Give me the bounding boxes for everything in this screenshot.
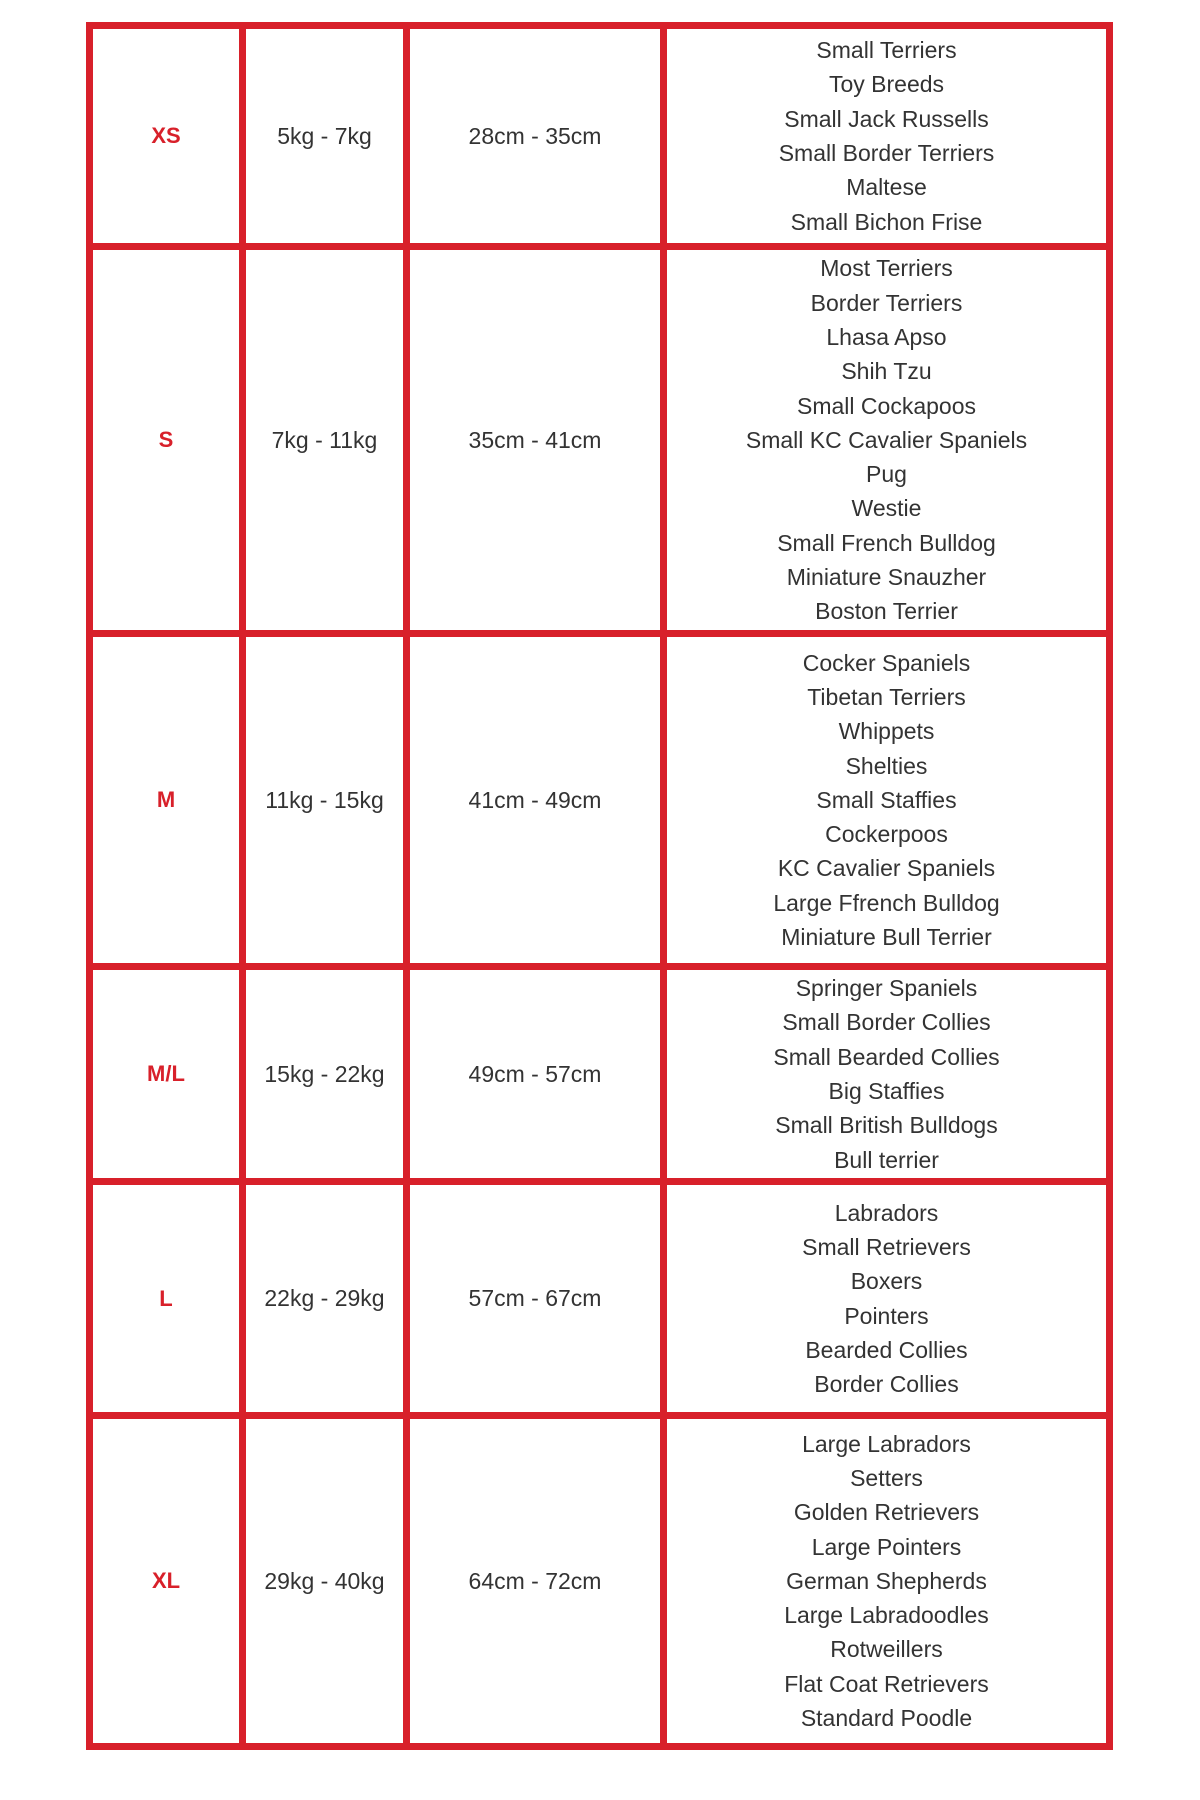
size-label: M [90, 634, 243, 967]
breed-name: Boston Terrier [815, 598, 958, 625]
size-row [90, 247, 1110, 634]
size-row [90, 634, 1110, 967]
size-label: XL [90, 1416, 243, 1747]
breed-name: Small Terriers [816, 37, 957, 64]
breed-name: Bull terrier [834, 1146, 939, 1173]
breed-name: Miniature Bull Terrier [781, 924, 992, 951]
breed-name: Small Bichon Frise [790, 208, 983, 235]
breed-name: Pug [866, 461, 907, 488]
breed-name: Small British Bulldogs [775, 1112, 998, 1139]
breed-name: Small Retrievers [802, 1233, 971, 1260]
height-range: 28cm - 35cm [407, 26, 664, 247]
weight-range: 29kg - 40kg [243, 1416, 407, 1747]
breed-name: Large Ffrench Bulldog [773, 889, 1000, 916]
breed-list [664, 967, 1110, 1182]
breed-name: Shelties [845, 752, 928, 779]
weight-range: 5kg - 7kg [243, 26, 407, 247]
height-range: 49cm - 57cm [407, 967, 664, 1182]
breed-name: Bearded Collies [805, 1336, 968, 1363]
breed-name: Small Bearded Collies [773, 1043, 1000, 1070]
breed-name: Tibetan Terriers [807, 683, 966, 710]
weight-range: 11kg - 15kg [243, 634, 407, 967]
size-row [90, 967, 1110, 1182]
breed-name: Small French Bulldog [777, 529, 996, 556]
breed-name: Small KC Cavalier Spaniels [745, 426, 1028, 453]
height-range: 35cm - 41cm [407, 247, 664, 634]
breed-name: German Shepherds [786, 1567, 987, 1594]
breed-name: Flat Coat Retrievers [784, 1670, 989, 1697]
breed-list [664, 1416, 1110, 1747]
breed-name: Big Staffies [828, 1078, 945, 1104]
breed-name: Small Cockapoos [797, 392, 976, 419]
breed-name: Pointers [844, 1302, 929, 1329]
breed-name: KC Cavalier Spaniels [777, 855, 996, 882]
breed-name: Maltese [846, 174, 927, 201]
size-guide-body [90, 26, 1110, 1747]
breed-name: Cocker Spaniels [802, 649, 971, 676]
breed-name: Large Labradors [802, 1430, 971, 1457]
breed-name: Most Terriers [820, 255, 953, 282]
breed-list [664, 634, 1110, 967]
breed-name: Westie [851, 495, 922, 522]
breed-name: Border Collies [814, 1371, 959, 1398]
size-row [90, 26, 1110, 247]
breed-name: Large Labradoodles [784, 1602, 989, 1629]
breed-name: Toy Breeds [828, 71, 945, 98]
breed-list [664, 26, 1110, 247]
weight-range: 15kg - 22kg [243, 967, 407, 1182]
breed-name: Golden Retrievers [793, 1499, 980, 1526]
breed-name: Miniature Snauzher [786, 564, 987, 591]
breed-name: Standard Poodle [800, 1705, 973, 1732]
size-label: M/L [90, 967, 243, 1182]
breed-name: Setters [850, 1464, 923, 1491]
breed-name: Border Terriers [810, 289, 963, 316]
breed-name: Shih Tzu [841, 358, 932, 385]
breed-name: Small Border Terriers [778, 140, 995, 166]
weight-range: 22kg - 29kg [243, 1182, 407, 1416]
breed-name: Large Pointers [811, 1533, 962, 1560]
breed-name: Small Staffies [816, 786, 957, 813]
size-label: S [90, 247, 243, 634]
breed-name: Labradors [834, 1199, 939, 1226]
breed-name: Cockerpoos [825, 821, 948, 848]
size-label: L [90, 1182, 243, 1416]
size-row [90, 1416, 1110, 1747]
size-row [90, 1182, 1110, 1416]
breed-name: Lhasa Apso [826, 323, 947, 350]
height-range: 41cm - 49cm [407, 634, 664, 967]
breed-list [664, 247, 1110, 634]
breed-name: Boxers [850, 1268, 923, 1295]
height-range: 64cm - 72cm [407, 1416, 664, 1747]
breed-name: Rotweillers [830, 1636, 943, 1663]
breed-name: Small Border Collies [782, 1009, 991, 1036]
size-guide-table [86, 22, 1113, 1750]
breed-name: Springer Spaniels [795, 975, 978, 1002]
weight-range: 7kg - 11kg [243, 247, 407, 634]
size-label: XS [90, 26, 243, 247]
breed-list [664, 1182, 1110, 1416]
breed-name: Whippets [838, 718, 935, 745]
breed-name: Small Jack Russells [784, 105, 989, 132]
height-range: 57cm - 67cm [407, 1182, 664, 1416]
